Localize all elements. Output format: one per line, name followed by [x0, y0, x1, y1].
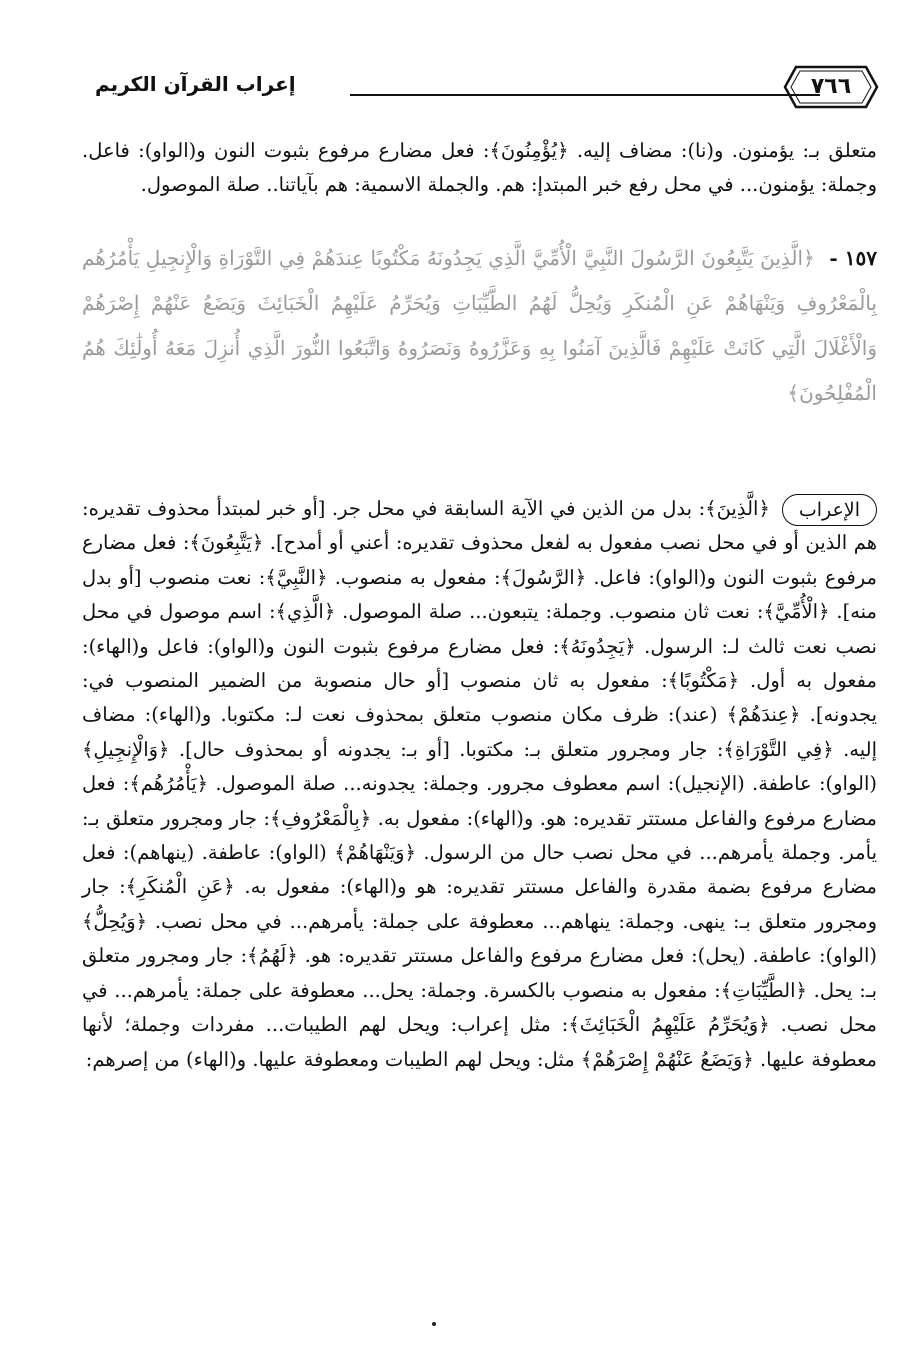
verse-text: ﴿الَّذِينَ يَتَّبِعُونَ الرَّسُولَ النَّبِيَّ الْأُمِّيَّ الَّذِي يَجِدُونَهُ مَكْتُوبًا عِندَهُمْ فِي التَّوْرَاةِ وَالْإِنجِيلِ يَأْمُرُهُم بِالْمَعْرُوفِ وَيَنْهَاهُمْ عَنِ الْمُنكَرِ وَيُحِلُّ لَهُمُ الطَّيِّبَاتِ وَيُحَرِّمُ عَلَيْهِمُ الْخَبَائِثَ وَيَضَعُ عَنْهُمْ إِصْرَهُمْ وَالْأَغْلَالَ الَّتِي كَانَتْ عَلَيْهِمْ فَالَّذِينَ آمَنُوا بِهِ وَعَزَّرُوهُ وَنَصَرُوهُ وَاتَّبَعُوا النُّورَ الَّذِي أُنزِلَ مَعَهُ أُولَٰئِكَ هُمُ الْمُفْلِحُونَ﴾	[82, 246, 877, 405]
book-title: إعراب القرآن الكريم	[95, 72, 296, 96]
header-rule	[350, 94, 820, 96]
page-dot	[432, 1322, 436, 1326]
irab-text: ﴿الَّذِينَ﴾: بدل من الذين في الآية السابقة في محل جر. [أو خبر لمبتدأ محذوف تقديره: هم الذين أو في محل نصب مفعول به لفعل محذوف تقديره: أعني أو أمدح]. ﴿يَتَّبِعُونَ﴾: فعل مضارع مرفوع بثبوت النون و(الواو): فاعل. ﴿الرَّسُولَ﴾: مفعول به منصوب. ﴿النَّبِيَّ﴾: نعت منصوب [أو بدل منه]. ﴿الْأُمِّيَّ﴾: نعت ثان منصوب. وجملة: يتبعون... صلة الموصول. ﴿الَّذِي﴾: اسم موصول في محل نصب نعت ثالث لـ: الرسول. ﴿يَجِدُونَهُ﴾: فعل مضارع مرفوع بثبوت النون و(الواو): فاعل و(الهاء): مفعول به أول. ﴿مَكْتُوبًا﴾: مفعول به ثان منصوب [أو حال منصوبة من الضمير المنصوب في: يجدونه]. ﴿عِندَهُمْ﴾ (عند): ظرف مكان منصوب متعلق بمحذوف نعت لـ: مكتوبا. و(الهاء): مضاف إليه. ﴿فِي التَّوْرَاةِ﴾: جار ومجرور متعلق بـ: مكتوبا. [أو بـ: يجدونه أو بمحذوف حال]. ﴿وَالْإِنجِيلِ﴾ (الواو): عاطفة. (الإنجيل): اسم معطوف مجرور. وجملة: يجدونه... صلة الموصول. ﴿يَأْمُرُهُم﴾: فعل مضارع مرفوع والفاعل مستتر تقديره: هو. و(الهاء): مفعول به. ﴿بِالْمَعْرُوفِ﴾: جار ومجرور متعلق بـ: يأمر. وجملة يأمرهم... في محل نصب حال من الرسول. ﴿وَيَنْهَاهُمْ﴾ (الواو): عاطفة. (ينهاهم): فعل مضارع مرفوع بضمة مقدرة والفاعل مستتر تقديره: هو و(الهاء): مفعول به. ﴿عَنِ الْمُنكَرِ﴾: جار ومجرور متعلق بـ: ينهى. وجملة: ينهاهم... معطوفة على جملة: يأمرهم... في محل نصب. ﴿وَيُحِلُّ﴾ (الواو): عاطفة. (يحل): فعل مضارع مرفوع والفاعل مستتر تقديره: هو. ﴿لَهُمُ﴾: جار ومجرور متعلق بـ: يحل. ﴿الطَّيِّبَاتِ﴾: مفعول به منصوب بالكسرة. وجملة: يحل... معطوفة على جملة: يأمرهم... في محل نصب. ﴿وَيُحَرِّمُ عَلَيْهِمُ الْخَبَائِثَ﴾: مثل إعراب: ويحل لهم الطيبات... مفردات وجملة؛ لأنها معطوفة عليها. ﴿وَيَضَعُ عَنْهُمْ إِصْرَهُمْ﴾ مثل: ويحل لهم الطيبات ومعطوفة عليها. و(الهاء) من إصرهم:	[82, 497, 877, 1071]
page-header	[95, 62, 880, 114]
irab-label: الإعراب	[782, 494, 877, 526]
page-number: ٧٦٦	[810, 74, 852, 99]
quran-verse	[82, 236, 877, 416]
continuation-paragraph: متعلق بـ: يؤمنون. و(نا): مضاف إليه. ﴿يُؤْمِنُونَ﴾: فعل مضارع مرفوع بثبوت النون و(الواو): فاعل. وجملة: يؤمنون... في محل رفع خبر المبتدإ: هم. والجملة الاسمية: هم بآياتنا.. صلة الموصول.	[82, 139, 877, 197]
irab-paragraph	[82, 492, 877, 1077]
page-number-badge	[782, 64, 880, 110]
verse-number: ١٥٧ -	[829, 246, 878, 270]
